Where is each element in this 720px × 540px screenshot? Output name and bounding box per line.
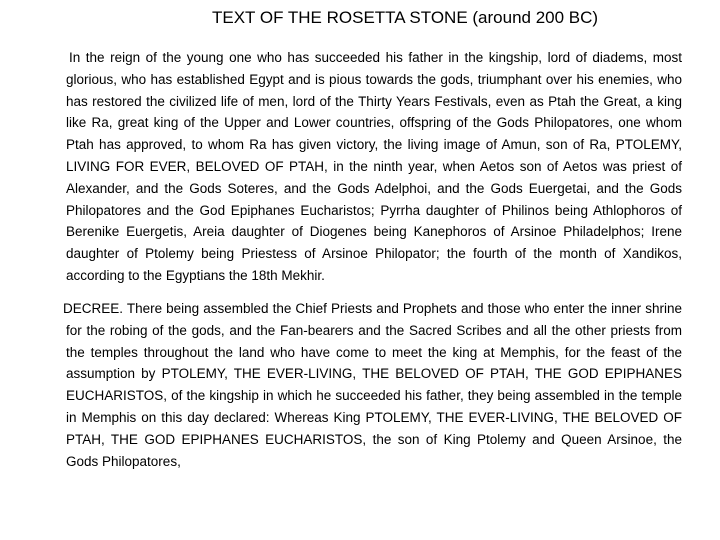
paragraph-decree: DECREE. There being assembled the Chief Priests and Prophets and those who enter the inner shrine for the robing of the gods, and the Fan-bearers and the Sacred Scribes and all the other priests from the temples throughout the land who have come to meet the king at Memphis, for the feast of the assumption by PTOLEMY, THE EVER-LIVING, THE BELOVED OF PTAH, THE GOD EPIPHANES EUCHARISTOS, of the kingship in which he succeeded his father, they being assembled in the temple in Memphis on this day declared: Whereas King PTOLEMY, THE EVER-LIVING, THE BELOVED OF PTAH, THE GOD EPIPHANES EUCHARISTOS, the son of King Ptolemy and Queen Arsinoe, the Gods Philopatores,: [63, 301, 682, 469]
paragraph-reign: In the reign of the young one who has succeeded his father in the kingship, lord of diadems, most glorious, who has established Egypt and is pious towards the gods, triumphant over his enemies, who has restored the civilized life of men, lord of the Thirty Years Festivals, even as Ptah the Great, a king like Ra, great king of the Upper and Lower countries, offspring of the Gods Philopatores, one whom Ptah has approved, to whom Ra has given victory, the living image of Amun, son of Ra, PTOLEMY, LIVING FOR EVER, BELOVED OF PTAH, in the ninth year, when Aetos son of Aetos was priest of Alexander, and the Gods Soteres, and the Gods Adelphoi, and the Gods Euergetai, and the Gods Philopatores and the God Epiphanes Eucharistos; Pyrrha daughter of Philinos being Athlophoros of Berenike Euergetis, Areia daughter of Diogenes being Kanephoros of Arsinoe Philadelphos; Irene daughter of Ptolemy being Priestess of Arsinoe Philopator; the fourth of the month of Xandikos, according to the Egyptians the 18th Mekhir.: [66, 50, 682, 283]
document-title: TEXT OF THE ROSETTA STONE (around 200 BC): [212, 8, 599, 27]
